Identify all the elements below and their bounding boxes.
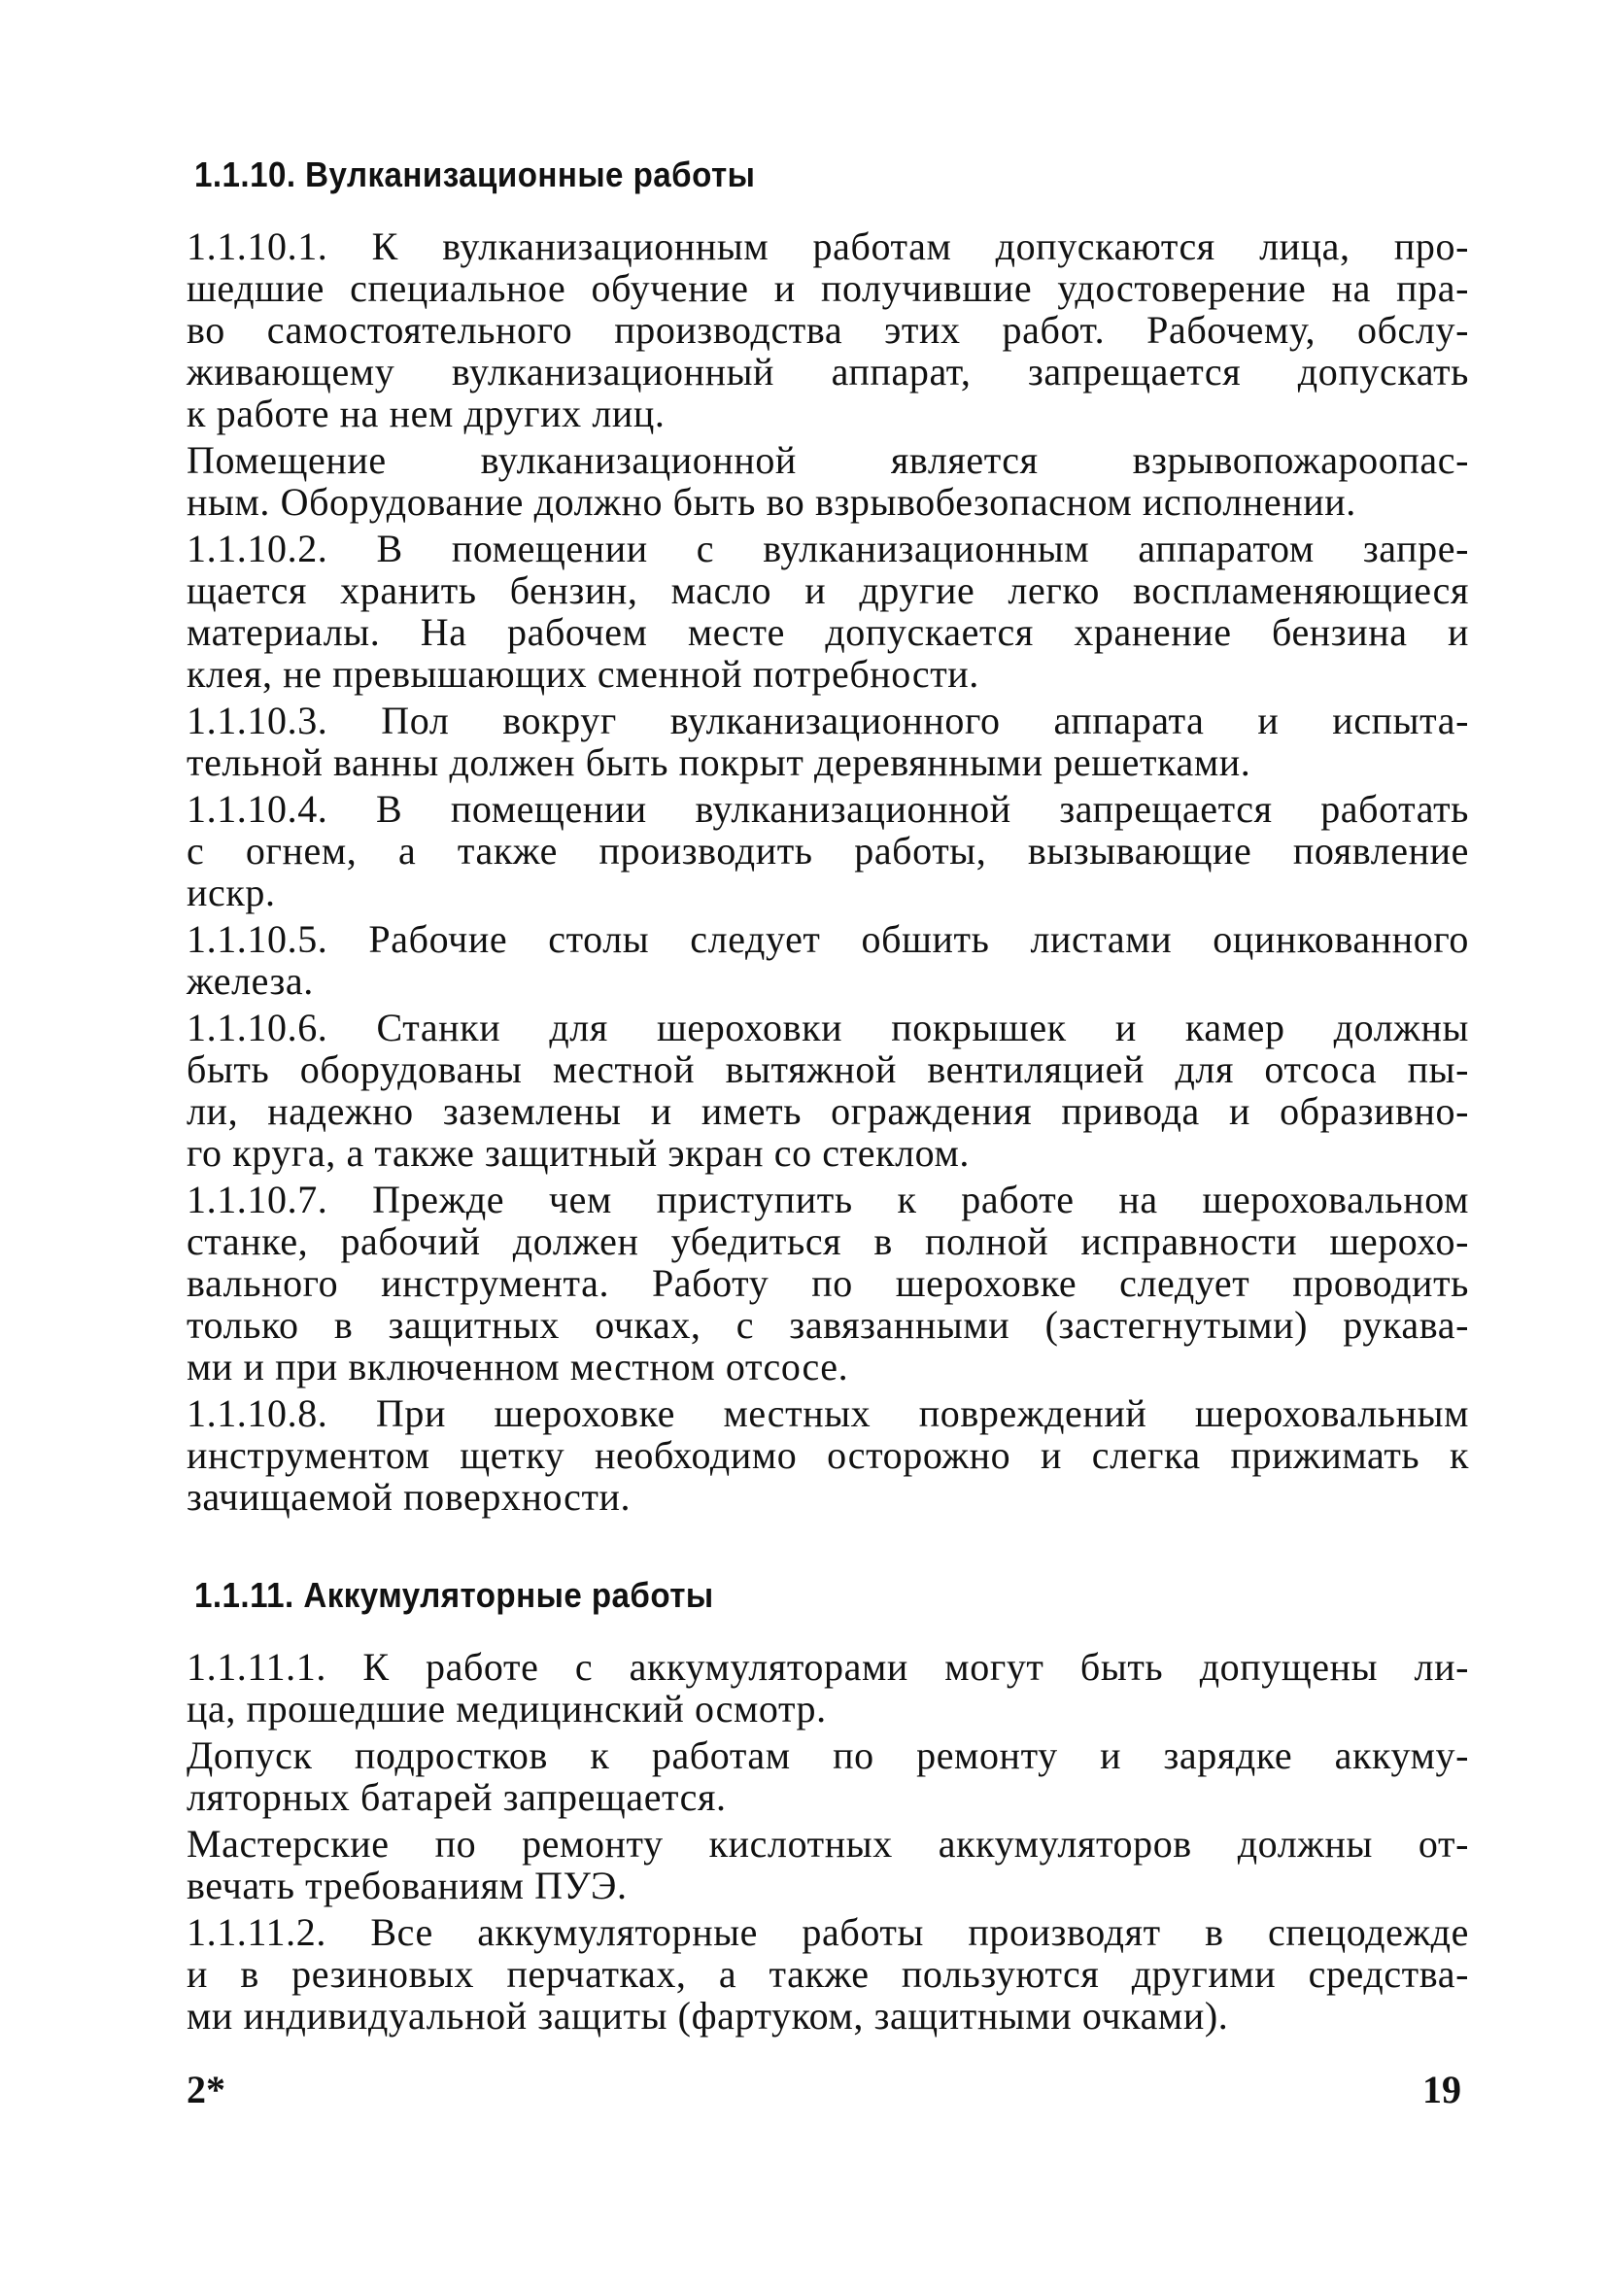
paragraph	[187, 1911, 1469, 2037]
section-heading: 1.1.10. Вулканизационные работы	[194, 154, 756, 194]
text-line: вального инструмента. Работу по шероховке следует проводить	[187, 1261, 1469, 1305]
paragraph	[187, 1007, 1469, 1174]
text-line: шедшие специальное обучение и получившие удостоверение на пра-	[187, 266, 1469, 310]
document-page	[187, 146, 1469, 2037]
signature-mark: 2*	[187, 2068, 225, 2111]
page-footer	[187, 2066, 1469, 2114]
paragraph	[187, 788, 1469, 913]
text-line: живающему вулканизационный аппарат, запрещается допускать	[187, 350, 1469, 394]
text-line: к работе на нем других лиц.	[187, 392, 666, 435]
text-line: 1.1.11.1. К работе с аккумуляторами могут быть допущены ли-	[187, 1645, 1469, 1689]
text-line: во самостоятельного производства этих работ. Рабочему, обслу-	[187, 308, 1469, 352]
section-vulcanization	[187, 146, 1469, 1518]
text-line: 1.1.10.4. В помещении вулканизационной запрещается работать	[187, 787, 1469, 831]
text-line: только в защитных очках, с завязанными (застегнутыми) рукава-	[187, 1303, 1469, 1347]
paragraph	[187, 1646, 1469, 1730]
text-line: 1.1.11.2. Все аккумуляторные работы производят в спецодежде	[187, 1910, 1469, 1954]
section-heading: 1.1.11. Аккумуляторные работы	[194, 1575, 714, 1615]
text-line: железа.	[187, 959, 314, 1003]
text-line: 1.1.10.1. К вулканизационным работам допускаются лица, про-	[187, 224, 1469, 268]
text-line: и в резиновых перчатках, а также пользуются другими средства-	[187, 1952, 1469, 1996]
text-line: быть оборудованы местной вытяжной вентиляцией для отсоса пы-	[187, 1047, 1469, 1091]
paragraph	[187, 1392, 1469, 1518]
text-line: Допуск подростков к работам по ремонту и зарядке аккуму-	[187, 1733, 1469, 1777]
paragraph	[187, 1179, 1469, 1388]
section-body	[187, 1646, 1469, 2037]
text-line: с огнем, а также производить работы, вызывающие появление	[187, 829, 1469, 873]
text-line: ным. Оборудование должно быть во взрывобезопасном исполнении.	[187, 480, 1356, 524]
text-line: 1.1.10.5. Рабочие столы следует обшить листами оцинкованного	[187, 917, 1469, 961]
text-line: зачищаемой поверхности.	[187, 1475, 632, 1519]
text-line: клея, не превышающих сменной потребности.	[187, 652, 979, 696]
text-line: 1.1.10.2. В помещении с вулканизационным аппаратом запре-	[187, 527, 1469, 570]
section-body	[187, 225, 1469, 1518]
text-line: го круга, а также защитный экран со стеклом.	[187, 1131, 971, 1175]
text-line: 1.1.10.8. При шероховке местных повреждений шероховальным	[187, 1391, 1469, 1435]
text-line: 1.1.10.3. Пол вокруг вулканизационного аппарата и испыта-	[187, 699, 1469, 742]
text-line: Мастерские по ремонту кислотных аккумуляторов должны от-	[187, 1822, 1469, 1866]
text-line: ца, прошедшие медицинский осмотр.	[187, 1687, 827, 1731]
section-batteries	[187, 1566, 1469, 2037]
text-line: ляторных батарей запрещается.	[187, 1775, 727, 1819]
text-line: ми и при включенном местном отсосе.	[187, 1345, 849, 1388]
text-line: 1.1.10.7. Прежде чем приступить к работе на шероховальном	[187, 1178, 1469, 1221]
text-line: инструментом щетку необходимо осторожно и слегка прижимать к	[187, 1433, 1469, 1477]
text-line: 1.1.10.6. Станки для шероховки покрышек и камер должны	[187, 1006, 1469, 1049]
paragraph	[187, 700, 1469, 783]
text-line: материалы. На рабочем месте допускается хранение бензина и	[187, 610, 1469, 654]
text-line: искр.	[187, 871, 276, 914]
text-line: тельной ванны должен быть покрыт деревянными решетками.	[187, 740, 1251, 784]
page-number: 19	[1422, 2068, 1461, 2111]
text-line: ми индивидуальной защиты (фартуком, защитными очками).	[187, 1994, 1229, 2038]
text-line: ли, надежно заземлены и иметь ограждения привода и образивно-	[187, 1089, 1469, 1133]
text-line: станке, рабочий должен убедиться в полной исправности шерохо-	[187, 1219, 1469, 1263]
paragraph	[187, 528, 1469, 695]
paragraph	[187, 1734, 1469, 1818]
paragraph	[187, 439, 1469, 523]
text-line: щается хранить бензин, масло и другие легко воспламеняющиеся	[187, 568, 1469, 612]
paragraph	[187, 1823, 1469, 1906]
paragraph	[187, 225, 1469, 434]
paragraph	[187, 918, 1469, 1002]
text-line: Помещение вулканизационной является взрывопожароопас-	[187, 438, 1469, 482]
text-line: вечать требованиям ПУЭ.	[187, 1864, 628, 1907]
